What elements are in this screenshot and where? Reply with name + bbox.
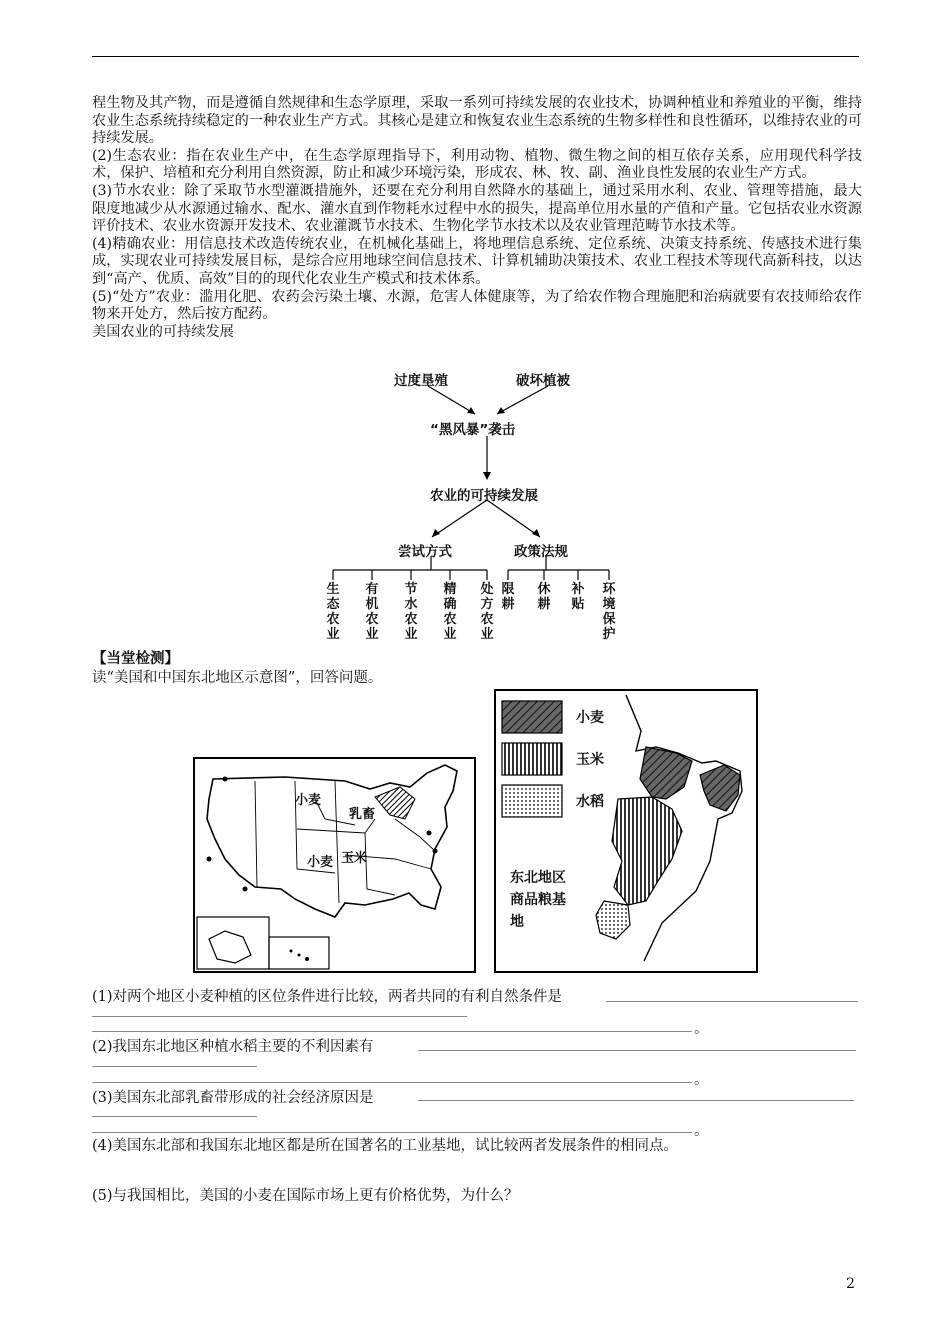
answer-line-1a[interactable] [606,1001,858,1002]
flow-cause-right: 破坏植被 [516,373,570,389]
paragraph-ecological: (2)生态农业：指在农业生产中，在生态学原理指导下，利用动物、植物、微生物之间的相互依存关系，应用现代科学技术，保护、培植和充分利用自然资源，防止和减少环境污染，形成农、林、牧、副、渔业良性发展的农业生产方式。 [92,147,862,182]
cn-map-caption: 东北地区商品粮基地 [510,870,566,930]
flow-event: “黑风暴”袭击 [430,422,516,438]
answer-line-2b[interactable] [92,1066,257,1067]
question-3: (3)美国东北部乳畜带形成的社会经济原因是 [92,1090,374,1106]
question-1: (1)对两个地区小麦种植的区位条件进行比较，两者共同的有利自然条件是 [92,989,563,1005]
us-label-dairy: 乳畜 [349,807,376,822]
section-title: 【当堂检测】 [92,651,179,667]
flowchart-heading: 美国农业的可持续发展 [92,323,234,340]
leaf-organic: 有机农业 [365,582,379,642]
page-number: 2 [846,1276,855,1292]
leaf-water-saving: 节水农业 [404,582,418,642]
period-3: 。 [694,1123,709,1139]
period-2: 。 [694,1072,709,1088]
answer-line-3c[interactable] [92,1132,692,1133]
cn-northeast-map [494,689,758,973]
paragraph-water-saving: (3)节水农业：除了采取节水型灌溉措施外，还要在充分利用自然降水的基础上，通过采用水利、农业、管理等措施，最大限度地减少从水源通过输水、配水、灌水直到作物耗水过程中水的损失，提高单位用水量的产值和产量。它包括农业水资源评价技术、农业水资源开发技术、农业灌溉节水技术、生物化学节水技术以及农业管理范畴节水技术等。 [92,182,862,235]
legend-wheat: 小麦 [576,710,604,726]
question-2: (2)我国东北地区种植水稻主要的不利因素有 [92,1039,374,1055]
answer-line-2c[interactable] [92,1082,692,1083]
answer-line-1b[interactable] [92,1016,467,1017]
flow-cause-left: 过度垦殖 [394,373,448,389]
us-label-corn: 玉米 [341,851,368,866]
leaf-limit-farming: 限耕 [501,582,515,612]
answer-line-3a[interactable] [418,1100,854,1101]
legend-rice: 水稻 [576,794,604,810]
leaf-subsidy: 补贴 [571,582,585,612]
paragraph-organic: 程生物及其产物，而是遵循自然规律和生态学原理，采取一系列可持续发展的农业技术，协调种植业和养殖业的平衡，维持农业生态系统持续稳定的一种农业生产方式。其核心是建立和恢复农业生态系统的生物多样性和良性循环，以维持农业的可持续发展。 [92,95,862,147]
flow-branch-right: 政策法规 [514,544,568,560]
leaf-prescription: 处方农业 [480,582,494,642]
paragraph-precision: (4)精确农业：用信息技术改造传统农业，在机械化基础上，将地理信息系统、定位系统、决策支持系统、传感技术进行集成，实现农业可持续发展目标，是综合应用地球空间信息技术、计算机辅助决策技术、农业工程技术等现代高新科技，以达到“高产、优质、高效”目的的现代化农业生产模式和技术体系。 [92,235,862,287]
us-label-wheat-south: 小麦 [307,855,334,870]
answer-line-3b[interactable] [92,1116,257,1117]
us-map [193,757,476,973]
leaf-fallow: 休耕 [537,582,551,612]
leaf-environment: 环境保护 [602,582,616,642]
flowchart-connectors [0,0,950,650]
paragraph-prescription: (5)“处方”农业：滥用化肥、农药会污染土壤、水源，危害人体健康等，为了给农作物合理施肥和治病就要有农技师给农作物来开处方，然后按方配药。 [92,288,862,323]
leaf-precision: 精确农业 [443,582,457,642]
answer-line-1c[interactable] [92,1031,692,1032]
legend-corn: 玉米 [576,752,604,768]
flow-center: 农业的可持续发展 [430,488,538,504]
us-label-wheat-north: 小麦 [295,793,322,808]
question-4: (4)美国东北部和我国东北地区都是所在国著名的工业基地，试比较两者发展条件的相同点。 [92,1138,679,1154]
leaf-ecological: 生态农业 [326,582,340,642]
flow-branch-left: 尝试方式 [398,544,452,560]
period-1: 。 [694,1021,709,1037]
answer-line-2a[interactable] [418,1050,856,1051]
question-5: (5)与我国相比，美国的小麦在国际市场上更有价格优势，为什么？ [92,1188,519,1204]
us-map-outline [195,759,474,971]
read-instruction: 读“美国和中国东北地区示意图”，回答问题。 [92,670,383,686]
